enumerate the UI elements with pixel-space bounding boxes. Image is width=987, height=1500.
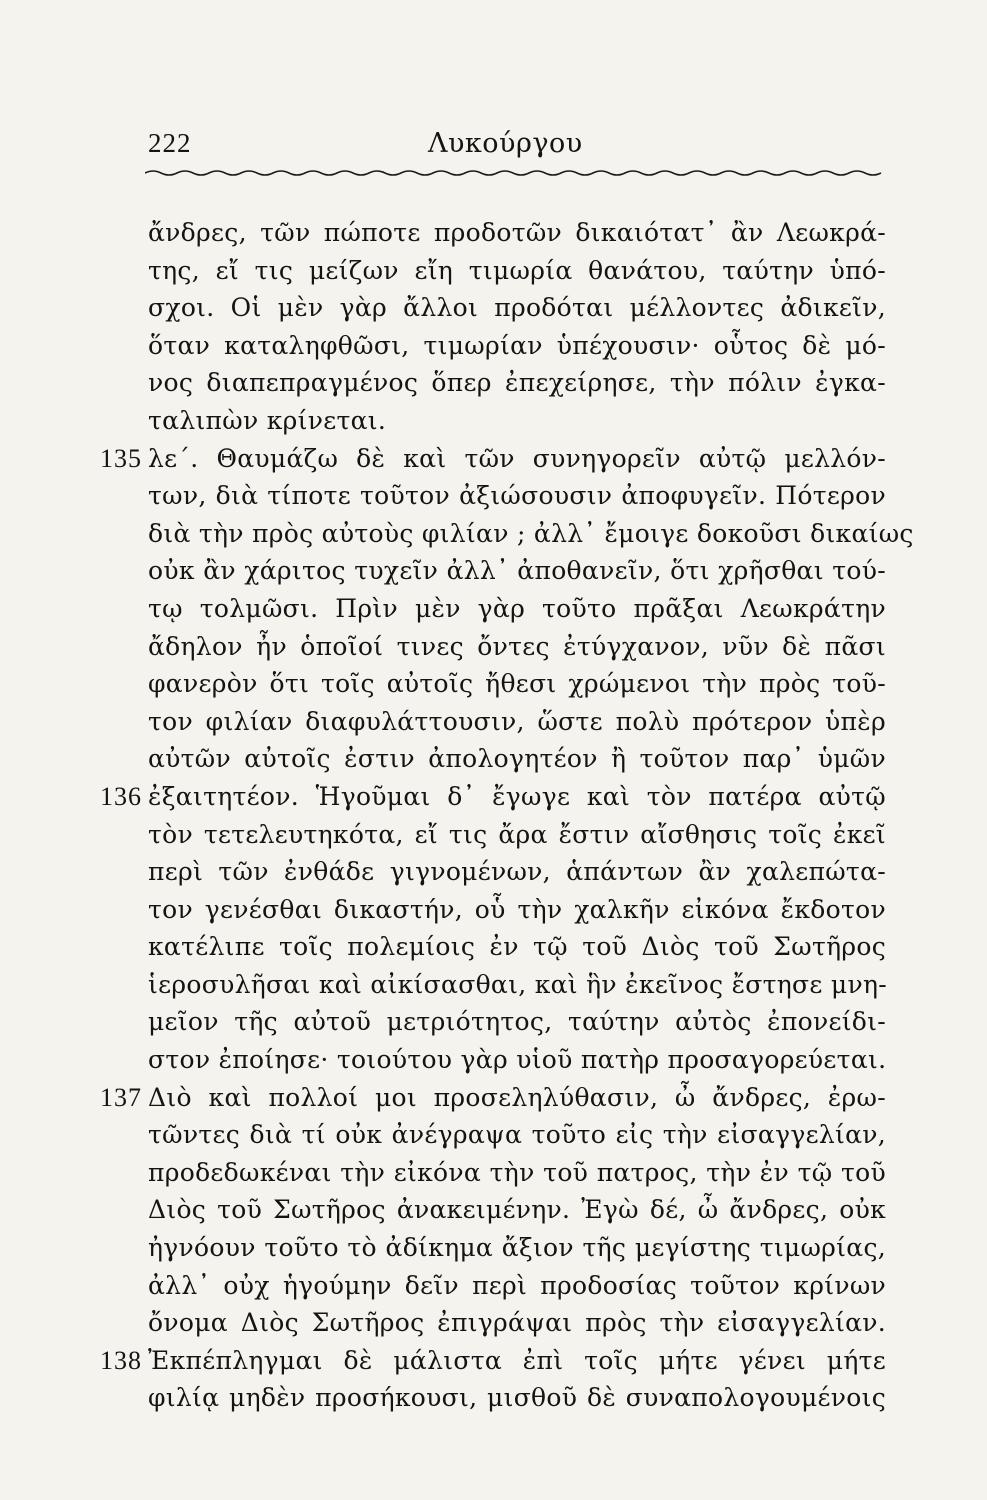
text-line: ὄνομα Διὸς Σωτῆρος ἐπιγράψαι πρὸς τὴν εἰσαγγελίαν.: [148, 1308, 886, 1338]
text-line: ἄδηλον ἦν ὁποῖοί τινες ὄντες ἐτύγχανον, νῦν δὲ πᾶσι: [148, 631, 886, 661]
running-title: Λυκούργου: [428, 128, 583, 159]
text-line: Διὸ καὶ πολλοί μοι προσεληλύθασιν, ὦ ἄνδρες, ἐρω-: [148, 1082, 886, 1112]
text-line: τῳ τολμῶσι. Πρὶν μὲν γὰρ τοῦτο πρᾶξαι Λεωκράτην: [148, 593, 886, 623]
text-line: μεῖον τῆς αὐτοῦ μετριότητος, ταύτην αὐτὸς ἐπονείδι-: [148, 1007, 886, 1037]
text-line: των, διὰ τίποτε τοῦτον ἀξιώσουσιν ἀποφυγεῖν. Πότερον: [148, 481, 886, 511]
text-line: τὸν τετελευτηκότα, εἴ τις ἄρα ἔστιν αἴσθησις τοῖς ἐκεῖ: [148, 819, 886, 849]
text-line: στον ἐποίησε· τοιούτου γὰρ υἱοῦ πατὴρ προσαγορεύεται.: [148, 1045, 887, 1075]
text-line: κατέλιπε τοῖς πολεμίοις ἐν τῷ τοῦ Διὸς τοῦ Σωτῆρος: [148, 932, 886, 962]
section-number: 137: [100, 1082, 142, 1112]
text-line: σχοι. Οἱ μὲν γὰρ ἄλλοι προδόται μέλλοντες ἀδικεῖν,: [148, 293, 886, 323]
text-line: τῶντες διὰ τί οὐκ ἀνέγραψα τοῦτο εἰς τὴν εἰσαγγελίαν,: [148, 1120, 886, 1150]
text-line: φανερὸν ὅτι τοῖς αὐτοῖς ἤθεσι χρώμενοι τὴν πρὸς τοῦ-: [148, 669, 886, 699]
text-line: ταλιπὼν κρίνεται.: [148, 405, 387, 435]
text-line: Ἐκπέπληγμαι δὲ μάλιστα ἐπὶ τοῖς μήτε γένει μήτε: [148, 1345, 886, 1375]
text-line: τον φιλίαν διαφυλάττουσιν, ὥστε πολὺ πρότερον ὑπὲρ: [148, 706, 886, 736]
text-line: ἀλλ᾽ οὐχ ἡγούμην δεῖν περὶ προδοσίας τοῦτον κρίνων: [148, 1270, 886, 1300]
text-line: ἄνδρες, τῶν πώποτε προδοτῶν δικαιότατ᾽ ἂν Λεωκρά-: [148, 218, 886, 247]
page-number: 222: [148, 128, 192, 158]
text-line: αὐτῶν αὐτοῖς ἐστιν ἀπολογητέον ἢ τοῦτον παρ᾽ ὑμῶν: [148, 744, 886, 774]
text-line: νος διαπεπραγμένος ὅπερ ἐπεχείρησε, τὴν πόλιν ἐγκα-: [148, 368, 886, 398]
text-line: τον γενέσθαι δικαστήν, οὗ τὴν χαλκῆν εἰκόνα ἔκδοτον: [148, 894, 886, 924]
text-line: ὅταν καταληφθῶσι, τιμωρίαν ὑπέχουσιν· οὗτος δὲ μό-: [148, 330, 886, 360]
text-line: ἱεροσυλῆσαι καὶ αἰκίσασθαι, καὶ ἣν ἐκεῖνος ἔστησε μνη-: [148, 969, 887, 999]
header-rule: [145, 168, 885, 178]
section-number: 135: [100, 443, 142, 473]
text-line: περὶ τῶν ἐνθάδε γιγνομένων, ἁπάντων ἂν χαλεπώτα-: [148, 857, 886, 887]
text-line: ἠγνόουν τοῦτο τὸ ἀδίκημα ἄξιον τῆς μεγίστης τιμωρίας,: [148, 1233, 886, 1263]
text-line: της, εἴ τις μείζων εἴη τιμωρία θανάτου, ταύτην ὑπό-: [148, 255, 886, 285]
section-number: 138: [100, 1346, 142, 1375]
text-line: ἐξαιτητέον. Ἡγοῦμαι δ᾽ ἔγωγε καὶ τὸν πατέρα αὐτῷ: [148, 781, 886, 811]
text-line: διὰ τὴν πρὸς αὐτοὺς φιλίαν ; ἀλλ᾽ ἔμοιγε δοκοῦσι δικαίως: [148, 518, 914, 548]
text-line: λε΄. Θαυμάζω δὲ καὶ τῶν συνηγορεῖν αὐτῷ μελλόν-: [148, 443, 886, 473]
section-number: 136: [100, 782, 142, 811]
text-line: προδεδωκέναι τὴν εἰκόνα τὴν τοῦ πατρος, τὴν ἐν τῷ τοῦ: [148, 1157, 886, 1187]
text-line: φιλίᾳ μηδὲν προσήκουσι, μισθοῦ δὲ συναπολογουμένοις: [148, 1383, 886, 1413]
text-line: οὐκ ἂν χάριτος τυχεῖν ἀλλ᾽ ἀποθανεῖν, ὅτι χρῆσθαι τού-: [148, 556, 886, 586]
body-text: [148, 214, 914, 1417]
text-line: Διὸς τοῦ Σωτῆρος ἀνακειμένην. Ἐγὼ δέ, ὦ ἄνδρες, οὐκ: [148, 1195, 886, 1225]
